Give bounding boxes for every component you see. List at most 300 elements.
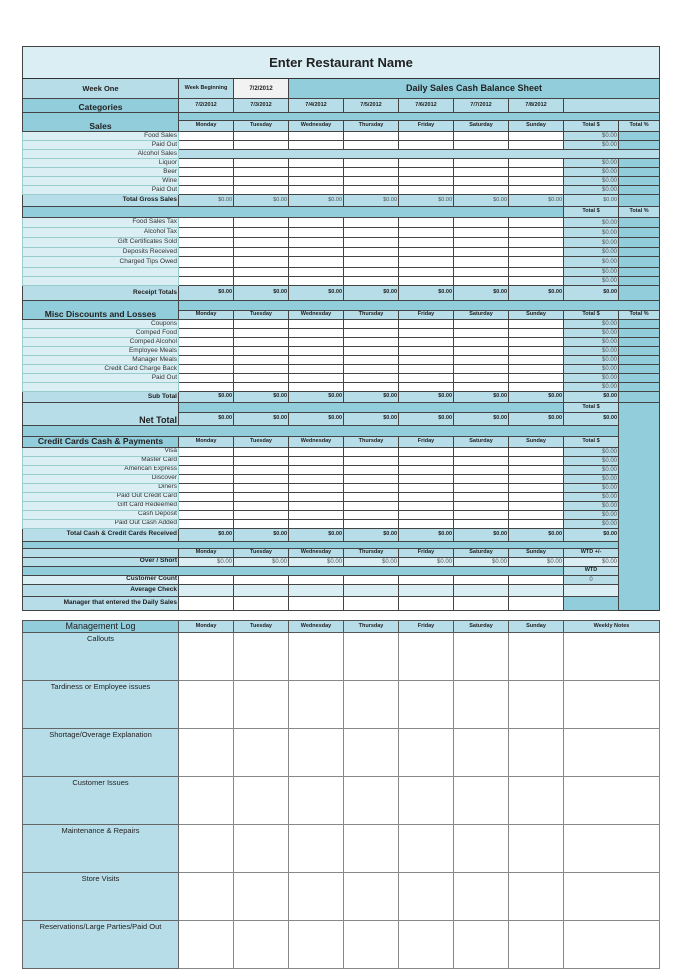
input-cell[interactable]: [234, 347, 289, 356]
log-entry-cell[interactable]: [454, 873, 509, 921]
input-cell[interactable]: [454, 268, 509, 277]
input-cell[interactable]: [179, 519, 234, 528]
input-cell[interactable]: [234, 218, 289, 228]
input-cell[interactable]: [344, 277, 399, 286]
input-cell[interactable]: [234, 168, 289, 177]
input-cell[interactable]: [289, 465, 344, 474]
log-entry-cell[interactable]: [179, 921, 234, 969]
input-cell[interactable]: [344, 483, 399, 492]
input-cell[interactable]: [179, 575, 234, 584]
input-cell[interactable]: [289, 501, 344, 510]
log-entry-cell[interactable]: [509, 777, 564, 825]
log-entry-cell[interactable]: [399, 681, 454, 729]
log-entry-cell[interactable]: [179, 729, 234, 777]
log-entry-cell[interactable]: [234, 729, 289, 777]
log-entry-cell[interactable]: [234, 633, 289, 681]
row-label: Comped Alcohol: [23, 338, 179, 347]
input-cell[interactable]: [509, 447, 564, 456]
input-cell[interactable]: [179, 501, 234, 510]
input-cell[interactable]: [179, 474, 234, 483]
input-cell[interactable]: [344, 365, 399, 374]
input-cell[interactable]: [344, 257, 399, 268]
input-cell[interactable]: [179, 186, 234, 195]
input-cell[interactable]: [454, 519, 509, 528]
input-cell[interactable]: [509, 456, 564, 465]
input-cell[interactable]: [234, 510, 289, 519]
input-cell[interactable]: [454, 338, 509, 347]
input-cell[interactable]: [454, 596, 509, 610]
input-cell[interactable]: [344, 519, 399, 528]
input-cell[interactable]: [344, 510, 399, 519]
input-cell[interactable]: [289, 277, 344, 286]
log-entry-cell[interactable]: [454, 825, 509, 873]
input-cell[interactable]: [399, 248, 454, 257]
input-cell[interactable]: [234, 141, 289, 150]
input-cell[interactable]: [289, 248, 344, 257]
input-cell[interactable]: [179, 248, 234, 257]
input-cell[interactable]: [234, 277, 289, 286]
input-cell[interactable]: [454, 257, 509, 268]
input-cell[interactable]: [344, 347, 399, 356]
input-cell[interactable]: [289, 365, 344, 374]
input-cell[interactable]: [344, 338, 399, 347]
input-cell[interactable]: [234, 596, 289, 610]
input-cell[interactable]: [454, 159, 509, 168]
average-check-label: Average Check: [23, 584, 179, 596]
input-cell[interactable]: [454, 456, 509, 465]
log-entry-cell[interactable]: [179, 777, 234, 825]
input-cell[interactable]: [234, 248, 289, 257]
input-cell[interactable]: [344, 177, 399, 186]
log-entry-cell[interactable]: [399, 633, 454, 681]
log-entry-cell[interactable]: [564, 681, 660, 729]
input-cell[interactable]: [509, 268, 564, 277]
input-cell[interactable]: [289, 519, 344, 528]
sheet-row: [23, 557, 660, 566]
input-cell[interactable]: [179, 338, 234, 347]
input-cell[interactable]: [344, 492, 399, 501]
input-cell[interactable]: [179, 218, 234, 228]
log-entry-cell[interactable]: [234, 825, 289, 873]
input-cell[interactable]: [289, 383, 344, 392]
input-cell[interactable]: [179, 374, 234, 383]
log-entry-cell[interactable]: [399, 921, 454, 969]
input-cell[interactable]: [179, 347, 234, 356]
input-cell[interactable]: [179, 228, 234, 238]
log-entry-cell[interactable]: [399, 873, 454, 921]
input-cell[interactable]: [179, 141, 234, 150]
input-cell[interactable]: [344, 374, 399, 383]
input-cell[interactable]: [179, 329, 234, 338]
input-cell[interactable]: [399, 257, 454, 268]
input-cell[interactable]: [509, 238, 564, 248]
input-cell[interactable]: [344, 186, 399, 195]
input-cell[interactable]: [509, 492, 564, 501]
input-cell[interactable]: [454, 186, 509, 195]
input-cell[interactable]: [509, 501, 564, 510]
input-cell[interactable]: [179, 596, 234, 610]
input-cell[interactable]: [399, 483, 454, 492]
input-cell[interactable]: [234, 132, 289, 141]
input-cell[interactable]: [509, 483, 564, 492]
input-cell[interactable]: [399, 474, 454, 483]
log-entry-cell[interactable]: [179, 633, 234, 681]
input-cell[interactable]: [399, 519, 454, 528]
input-cell[interactable]: [179, 492, 234, 501]
input-cell[interactable]: [289, 356, 344, 365]
input-cell[interactable]: [454, 347, 509, 356]
input-cell[interactable]: [509, 228, 564, 238]
input-cell[interactable]: [179, 456, 234, 465]
log-entry-cell[interactable]: [234, 681, 289, 729]
log-entry-cell[interactable]: [564, 777, 660, 825]
input-cell[interactable]: [289, 257, 344, 268]
day-header-thursday: Thursday: [344, 437, 399, 448]
day-total: $0.00: [399, 286, 454, 301]
input-cell[interactable]: [234, 238, 289, 248]
input-cell[interactable]: [454, 329, 509, 338]
log-entry-cell[interactable]: [234, 777, 289, 825]
log-entry-cell[interactable]: [399, 825, 454, 873]
input-cell[interactable]: [234, 465, 289, 474]
row-total: $0.00: [564, 329, 619, 338]
input-cell[interactable]: [234, 356, 289, 365]
input-cell[interactable]: [454, 365, 509, 374]
input-cell[interactable]: [454, 383, 509, 392]
log-entry-cell[interactable]: [234, 921, 289, 969]
input-cell[interactable]: [179, 320, 234, 329]
log-entry-cell[interactable]: [289, 825, 344, 873]
input-cell[interactable]: [399, 575, 454, 584]
input-cell[interactable]: [509, 248, 564, 257]
input-cell[interactable]: [509, 141, 564, 150]
input-cell[interactable]: [454, 248, 509, 257]
input-cell[interactable]: [399, 277, 454, 286]
restaurant-name-title[interactable]: Enter Restaurant Name: [23, 47, 660, 79]
input-cell[interactable]: [234, 268, 289, 277]
input-cell[interactable]: [344, 501, 399, 510]
input-cell[interactable]: [509, 374, 564, 383]
input-cell[interactable]: [509, 519, 564, 528]
input-cell[interactable]: [509, 510, 564, 519]
log-entry-cell[interactable]: [289, 921, 344, 969]
input-cell[interactable]: [399, 186, 454, 195]
log-entry-cell[interactable]: [344, 729, 399, 777]
input-cell[interactable]: [399, 501, 454, 510]
input-cell[interactable]: [289, 492, 344, 501]
input-cell[interactable]: [234, 519, 289, 528]
log-entry-cell[interactable]: [289, 873, 344, 921]
input-cell[interactable]: [399, 374, 454, 383]
log-entry-cell[interactable]: [289, 681, 344, 729]
input-cell[interactable]: [399, 383, 454, 392]
input-cell[interactable]: [399, 320, 454, 329]
log-entry-cell[interactable]: [344, 633, 399, 681]
log-entry-cell[interactable]: [234, 873, 289, 921]
input-cell[interactable]: [509, 159, 564, 168]
input-cell[interactable]: [289, 447, 344, 456]
input-cell[interactable]: [399, 365, 454, 374]
input-cell[interactable]: [399, 596, 454, 610]
input-cell[interactable]: [509, 320, 564, 329]
log-entry-cell[interactable]: [344, 825, 399, 873]
input-cell[interactable]: [344, 228, 399, 238]
input-cell[interactable]: [344, 248, 399, 257]
input-cell[interactable]: [344, 268, 399, 277]
input-cell[interactable]: [399, 510, 454, 519]
input-cell[interactable]: [344, 141, 399, 150]
input-cell[interactable]: [399, 141, 454, 150]
input-cell[interactable]: [289, 228, 344, 238]
log-entry-cell[interactable]: [454, 777, 509, 825]
input-cell[interactable]: [454, 492, 509, 501]
input-cell[interactable]: [289, 268, 344, 277]
input-cell[interactable]: [289, 474, 344, 483]
log-entry-cell[interactable]: [289, 777, 344, 825]
input-cell[interactable]: [454, 218, 509, 228]
log-entry-cell[interactable]: [509, 681, 564, 729]
input-cell[interactable]: [399, 228, 454, 238]
input-cell[interactable]: [234, 492, 289, 501]
log-entry-cell[interactable]: [564, 873, 660, 921]
input-cell[interactable]: [399, 492, 454, 501]
input-cell[interactable]: [454, 501, 509, 510]
input-cell[interactable]: [399, 465, 454, 474]
sheet-row: [23, 113, 660, 121]
input-cell[interactable]: [509, 383, 564, 392]
input-cell[interactable]: [454, 238, 509, 248]
input-cell[interactable]: [234, 483, 289, 492]
input-cell[interactable]: [289, 132, 344, 141]
input-cell[interactable]: [454, 356, 509, 365]
input-cell[interactable]: [179, 356, 234, 365]
input-cell[interactable]: [509, 356, 564, 365]
day-header-thursday: Thursday: [344, 548, 399, 557]
input-cell[interactable]: [344, 447, 399, 456]
log-entry-cell[interactable]: [454, 633, 509, 681]
input-cell[interactable]: [234, 257, 289, 268]
log-entry-cell[interactable]: [344, 777, 399, 825]
input-cell[interactable]: [509, 465, 564, 474]
input-cell[interactable]: [234, 575, 289, 584]
input-cell[interactable]: [509, 168, 564, 177]
log-entry-cell[interactable]: [564, 921, 660, 969]
input-cell[interactable]: [344, 465, 399, 474]
average-check-cell: [344, 584, 399, 596]
input-cell[interactable]: [344, 238, 399, 248]
input-cell[interactable]: [454, 483, 509, 492]
log-entry-cell[interactable]: [344, 921, 399, 969]
input-cell[interactable]: [289, 483, 344, 492]
input-cell[interactable]: [289, 329, 344, 338]
input-cell[interactable]: [454, 132, 509, 141]
log-entry-cell[interactable]: [179, 681, 234, 729]
wtd-header: WTD: [564, 566, 619, 575]
input-cell[interactable]: [509, 575, 564, 584]
row-label: Paid Out: [23, 141, 179, 150]
input-cell[interactable]: [179, 383, 234, 392]
log-entry-cell[interactable]: [509, 825, 564, 873]
input-cell[interactable]: [399, 268, 454, 277]
input-cell[interactable]: [509, 347, 564, 356]
log-entry-cell[interactable]: [344, 873, 399, 921]
input-cell[interactable]: [289, 159, 344, 168]
customer-count-wtd: 0: [564, 575, 619, 584]
log-entry-cell[interactable]: [509, 729, 564, 777]
log-entry-cell[interactable]: [454, 681, 509, 729]
total-percent-header: Total %: [619, 121, 660, 132]
log-entry-cell[interactable]: [399, 777, 454, 825]
input-cell[interactable]: [179, 257, 234, 268]
input-cell[interactable]: [399, 238, 454, 248]
input-cell[interactable]: [454, 474, 509, 483]
log-entry-cell[interactable]: [454, 921, 509, 969]
input-cell[interactable]: [509, 177, 564, 186]
input-cell[interactable]: [289, 177, 344, 186]
input-cell[interactable]: [234, 329, 289, 338]
input-cell[interactable]: [289, 168, 344, 177]
input-cell[interactable]: [344, 575, 399, 584]
total-dollar-header: Total $: [564, 121, 619, 132]
log-entry-cell[interactable]: [179, 825, 234, 873]
input-cell[interactable]: [454, 320, 509, 329]
input-cell[interactable]: [399, 177, 454, 186]
log-entry-cell[interactable]: [454, 729, 509, 777]
input-cell[interactable]: [179, 483, 234, 492]
input-cell[interactable]: [399, 168, 454, 177]
input-cell[interactable]: [234, 365, 289, 374]
input-cell[interactable]: [454, 510, 509, 519]
input-cell[interactable]: [179, 159, 234, 168]
input-cell[interactable]: [454, 447, 509, 456]
log-entry-cell[interactable]: [179, 873, 234, 921]
input-cell[interactable]: [289, 374, 344, 383]
log-entry-cell[interactable]: [344, 681, 399, 729]
log-entry-cell[interactable]: [289, 729, 344, 777]
input-cell[interactable]: [454, 168, 509, 177]
input-cell[interactable]: [454, 228, 509, 238]
log-entry-cell[interactable]: [289, 633, 344, 681]
input-cell[interactable]: [344, 159, 399, 168]
input-cell[interactable]: [509, 132, 564, 141]
input-cell[interactable]: [399, 159, 454, 168]
input-cell[interactable]: [399, 218, 454, 228]
input-cell[interactable]: [289, 141, 344, 150]
input-cell[interactable]: [454, 277, 509, 286]
input-cell[interactable]: [454, 141, 509, 150]
input-cell[interactable]: [234, 456, 289, 465]
input-cell[interactable]: [234, 447, 289, 456]
input-cell[interactable]: [344, 218, 399, 228]
input-cell[interactable]: [179, 168, 234, 177]
input-cell[interactable]: [454, 575, 509, 584]
input-cell[interactable]: [289, 338, 344, 347]
input-cell[interactable]: [399, 338, 454, 347]
input-cell[interactable]: [344, 329, 399, 338]
log-entry-cell[interactable]: [564, 825, 660, 873]
input-cell[interactable]: [344, 456, 399, 465]
input-cell[interactable]: [509, 329, 564, 338]
input-cell[interactable]: [234, 320, 289, 329]
input-cell[interactable]: [509, 596, 564, 610]
input-cell[interactable]: [289, 510, 344, 519]
week-beginning-date[interactable]: 7/2/2012: [234, 79, 289, 99]
input-cell[interactable]: [179, 177, 234, 186]
input-cell[interactable]: [344, 356, 399, 365]
log-entry-cell[interactable]: [564, 633, 660, 681]
input-cell[interactable]: [179, 447, 234, 456]
input-cell[interactable]: [234, 177, 289, 186]
input-cell[interactable]: [399, 347, 454, 356]
input-cell[interactable]: [234, 374, 289, 383]
input-cell[interactable]: [399, 132, 454, 141]
input-cell[interactable]: [509, 186, 564, 195]
input-cell[interactable]: [289, 456, 344, 465]
input-cell[interactable]: [344, 320, 399, 329]
input-cell[interactable]: [234, 159, 289, 168]
input-cell[interactable]: [509, 218, 564, 228]
input-cell[interactable]: [179, 238, 234, 248]
input-cell[interactable]: [179, 277, 234, 286]
input-cell[interactable]: [454, 465, 509, 474]
input-cell[interactable]: [399, 447, 454, 456]
input-cell[interactable]: [289, 218, 344, 228]
input-cell[interactable]: [179, 132, 234, 141]
input-cell[interactable]: [509, 338, 564, 347]
input-cell[interactable]: [509, 257, 564, 268]
input-cell[interactable]: [289, 575, 344, 584]
input-cell[interactable]: [289, 238, 344, 248]
input-cell[interactable]: [509, 365, 564, 374]
log-entry-cell[interactable]: [509, 921, 564, 969]
input-cell[interactable]: [234, 186, 289, 195]
input-cell[interactable]: [344, 474, 399, 483]
input-cell[interactable]: [234, 338, 289, 347]
input-cell[interactable]: [179, 465, 234, 474]
input-cell[interactable]: [234, 383, 289, 392]
input-cell[interactable]: [399, 329, 454, 338]
input-cell[interactable]: [399, 456, 454, 465]
input-cell[interactable]: [509, 474, 564, 483]
log-entry-cell[interactable]: [399, 729, 454, 777]
log-entry-cell[interactable]: [564, 729, 660, 777]
input-cell[interactable]: [399, 356, 454, 365]
input-cell[interactable]: [344, 383, 399, 392]
sheet-row: [23, 825, 660, 873]
input-cell[interactable]: [179, 268, 234, 277]
row-label: Gift Certificates Sold: [23, 238, 179, 248]
input-cell[interactable]: [234, 474, 289, 483]
input-cell[interactable]: [234, 501, 289, 510]
average-check-cell: [179, 584, 234, 596]
input-cell[interactable]: [454, 177, 509, 186]
input-cell[interactable]: [289, 596, 344, 610]
input-cell[interactable]: [289, 347, 344, 356]
input-cell[interactable]: [289, 186, 344, 195]
input-cell[interactable]: [234, 228, 289, 238]
log-entry-cell[interactable]: [509, 873, 564, 921]
day-total: $0.00: [289, 392, 344, 403]
input-cell[interactable]: [454, 374, 509, 383]
input-cell[interactable]: [179, 510, 234, 519]
input-cell[interactable]: [344, 168, 399, 177]
log-entry-cell[interactable]: [509, 633, 564, 681]
input-cell[interactable]: [344, 132, 399, 141]
input-cell[interactable]: [179, 365, 234, 374]
input-cell[interactable]: [509, 277, 564, 286]
input-cell[interactable]: [289, 320, 344, 329]
input-cell[interactable]: [344, 596, 399, 610]
